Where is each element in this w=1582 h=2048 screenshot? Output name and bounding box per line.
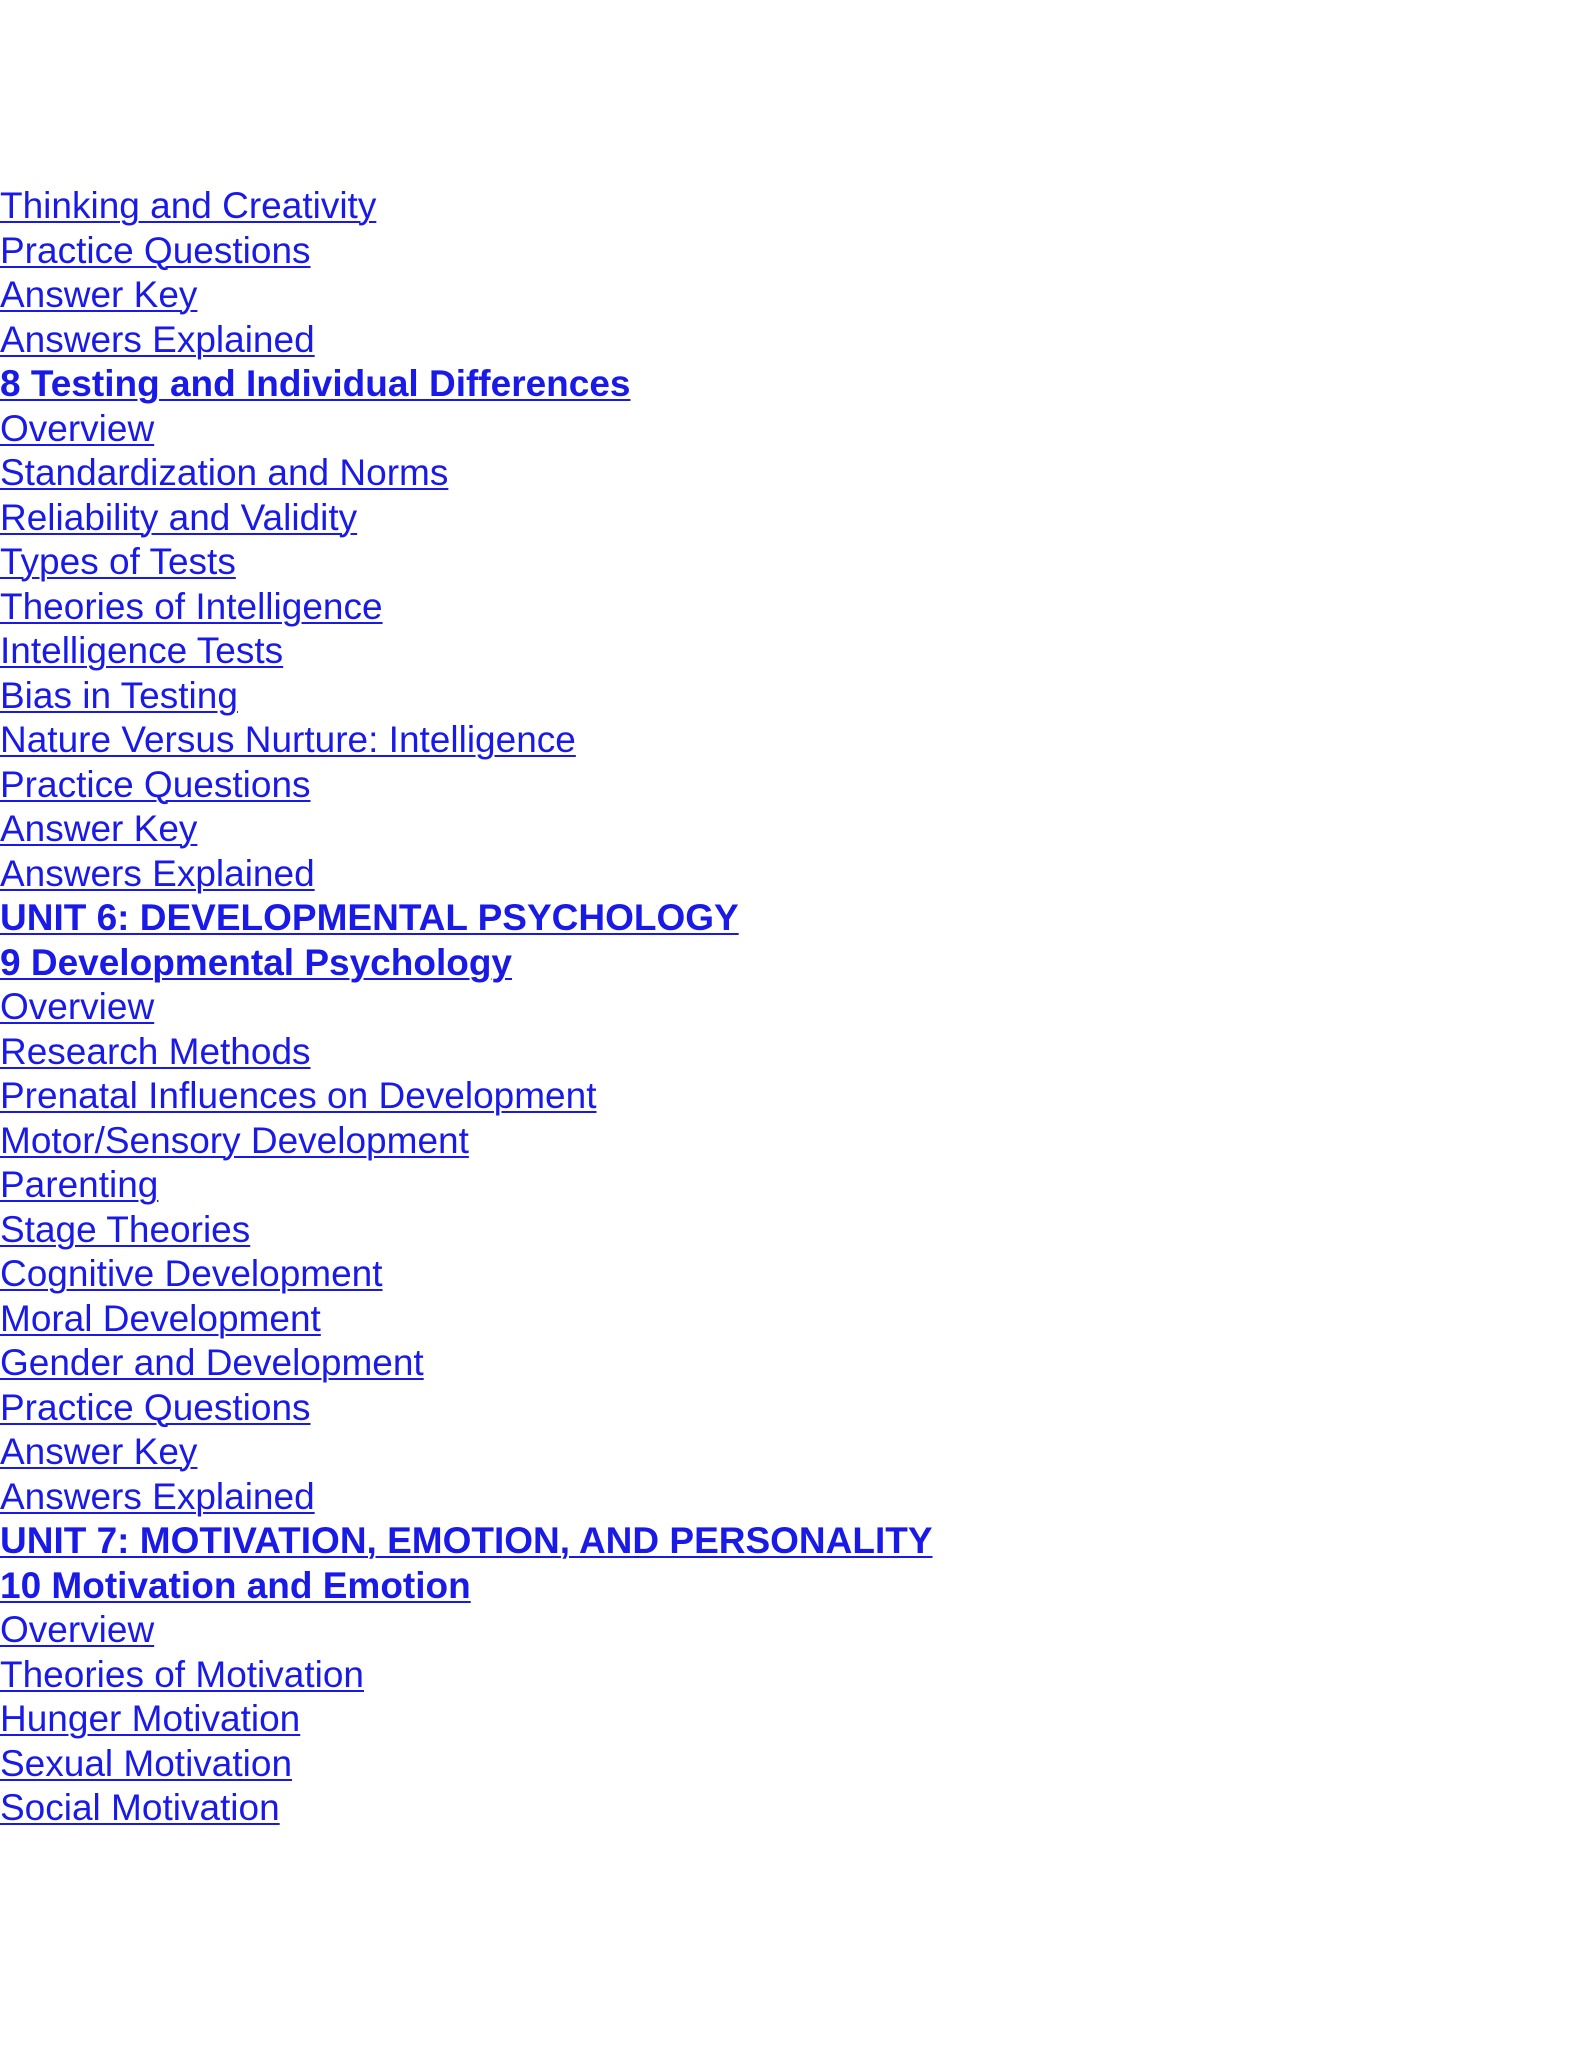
- toc-unit-link[interactable]: UNIT 7: MOTIVATION, EMOTION, AND PERSONALITY: [0, 1520, 933, 1561]
- toc-section-link[interactable]: Theories of Motivation: [0, 1653, 365, 1695]
- toc-section-row: [0, 1341, 933, 1386]
- toc-chapter-row: [0, 941, 933, 986]
- toc-section-row: [0, 763, 933, 808]
- toc-section-row: [0, 1208, 933, 1253]
- toc-section-link[interactable]: Moral Development: [0, 1297, 321, 1339]
- toc-section-link[interactable]: Practice Questions: [0, 1386, 311, 1428]
- toc-section-link[interactable]: Answers Explained: [0, 1475, 315, 1517]
- toc-unit-row: [0, 1519, 933, 1564]
- toc-section-link[interactable]: Overview: [0, 986, 155, 1027]
- toc-chapter-link[interactable]: 8 Testing and Individual Differences: [0, 363, 631, 404]
- toc-section-link[interactable]: Intelligence Tests: [0, 630, 284, 671]
- toc-section-row: [0, 407, 933, 452]
- toc-unit-link[interactable]: UNIT 6: DEVELOPMENTAL PSYCHOLOGY: [0, 897, 739, 938]
- toc-section-row: [0, 1475, 933, 1520]
- toc-section-link[interactable]: Practice Questions: [0, 763, 311, 805]
- toc-section-link[interactable]: Reliability and Validity: [0, 496, 358, 538]
- toc-section-link[interactable]: Prenatal Influences on Development: [0, 1075, 597, 1116]
- toc-section-link[interactable]: Answer Key: [0, 808, 198, 849]
- toc-section-row: [0, 1697, 933, 1742]
- toc-section-row: [0, 1653, 933, 1698]
- toc-section-link[interactable]: Thinking and Creativity: [0, 185, 377, 226]
- toc-unit-row: [0, 896, 933, 941]
- toc-section-row: [0, 451, 933, 496]
- toc-section-link[interactable]: Gender and Development: [0, 1342, 424, 1383]
- toc-section-link[interactable]: Answers Explained: [0, 852, 315, 894]
- toc-section-row: [0, 1386, 933, 1431]
- toc-section-link[interactable]: Parenting: [0, 1164, 159, 1205]
- toc-section-row: [0, 718, 933, 763]
- toc-section-row: [0, 674, 933, 719]
- toc-chapter-link[interactable]: 9 Developmental Psychology: [0, 941, 513, 983]
- toc-section-row: [0, 1742, 933, 1787]
- toc-section-row: [0, 807, 933, 852]
- toc-section-link[interactable]: Answer Key: [0, 274, 198, 315]
- toc-section-row: [0, 852, 933, 897]
- toc-section-link[interactable]: Nature Versus Nurture: Intelligence: [0, 719, 576, 760]
- toc-section-row: [0, 1786, 933, 1831]
- toc-section-row: [0, 1297, 933, 1342]
- toc-section-row: [0, 1030, 933, 1075]
- toc-section-row: [0, 229, 933, 274]
- toc-section-row: [0, 496, 933, 541]
- toc-chapter-link[interactable]: 10 Motivation and Emotion: [0, 1564, 471, 1606]
- toc-section-link[interactable]: Standardization and Norms: [0, 452, 449, 493]
- toc-section-link[interactable]: Cognitive Development: [0, 1253, 383, 1294]
- toc-section-link[interactable]: Motor/Sensory Development: [0, 1119, 469, 1161]
- toc-section-link[interactable]: Overview: [0, 407, 155, 449]
- toc-section-link[interactable]: Bias in Testing: [0, 674, 238, 716]
- toc-section-link[interactable]: Practice Questions: [0, 229, 311, 271]
- table-of-contents: [0, 184, 933, 1831]
- toc-section-link[interactable]: Research Methods: [0, 1030, 311, 1072]
- toc-section-row: [0, 318, 933, 363]
- toc-section-row: [0, 540, 933, 585]
- toc-section-link[interactable]: Answer Key: [0, 1431, 198, 1472]
- toc-section-row: [0, 273, 933, 318]
- toc-section-row: [0, 1163, 933, 1208]
- toc-section-link[interactable]: Overview: [0, 1609, 155, 1650]
- toc-section-row: [0, 985, 933, 1030]
- toc-section-row: [0, 1608, 933, 1653]
- toc-section-row: [0, 1119, 933, 1164]
- toc-section-row: [0, 1252, 933, 1297]
- toc-section-row: [0, 629, 933, 674]
- toc-section-row: [0, 1074, 933, 1119]
- toc-section-link[interactable]: Social Motivation: [0, 1787, 280, 1828]
- toc-section-link[interactable]: Stage Theories: [0, 1208, 251, 1250]
- toc-section-link[interactable]: Theories of Intelligence: [0, 585, 383, 627]
- toc-section-row: [0, 585, 933, 630]
- toc-section-link[interactable]: Hunger Motivation: [0, 1698, 301, 1739]
- toc-section-link[interactable]: Answers Explained: [0, 318, 315, 360]
- toc-section-row: [0, 1430, 933, 1475]
- toc-section-link[interactable]: Types of Tests: [0, 541, 236, 582]
- toc-section-row: [0, 184, 933, 229]
- toc-chapter-row: [0, 362, 933, 407]
- toc-section-link[interactable]: Sexual Motivation: [0, 1742, 293, 1784]
- toc-chapter-row: [0, 1564, 933, 1609]
